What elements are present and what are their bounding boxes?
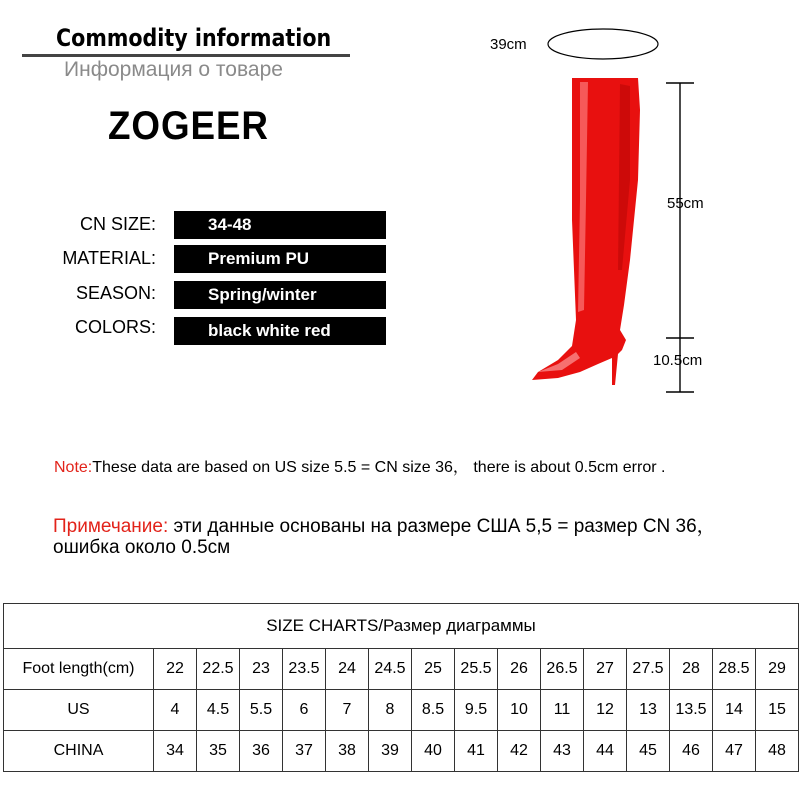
table-cell: 24 (326, 649, 369, 690)
table-cell: 8 (369, 690, 412, 731)
note-ru-text: эти данные основаны на размере США 5,5 = размер CN 36， ошибка около 0.5см (53, 516, 716, 558)
table-cell: 37 (283, 731, 326, 772)
spec-label-size: CN SIZE: (79, 214, 156, 234)
table-cell: 25.5 (455, 649, 498, 690)
table-cell: 48 (756, 731, 799, 772)
table-row (4, 731, 799, 772)
table-cell: 43 (541, 731, 584, 772)
table-cell: 28 (670, 649, 713, 690)
table-cell: 22 (154, 649, 197, 690)
note-text: These data are based on US size 5.5 = CN size 36， there is about 0.5cm error . (92, 459, 666, 476)
table-cell: 46 (670, 731, 713, 772)
table-cell: 15 (756, 690, 799, 731)
table-cell: 6 (283, 690, 326, 731)
table-cell: 13 (627, 690, 670, 731)
table-cell: 27 (584, 649, 627, 690)
brand-name: ZOGEER (108, 104, 269, 148)
note-russian (53, 516, 753, 558)
spec-value-material: Premium PU (174, 245, 386, 273)
table-cell: 29 (756, 649, 799, 690)
table-cell: 12 (584, 690, 627, 731)
table-cell: 25 (412, 649, 455, 690)
row-header: Foot length(cm) (4, 649, 154, 690)
shaft-height-label: 55cm (667, 195, 704, 212)
spec-value-size: 34-48 (174, 211, 386, 239)
table-cell: 40 (412, 731, 455, 772)
table-row (4, 649, 799, 690)
table-cell: 14 (713, 690, 756, 731)
title-underline (22, 54, 350, 57)
note-english (54, 454, 665, 477)
table-cell: 26 (498, 649, 541, 690)
table-cell: 23 (240, 649, 283, 690)
table-cell: 24.5 (369, 649, 412, 690)
boot-icon (532, 78, 640, 385)
size-chart-table (3, 603, 799, 772)
table-cell: 47 (713, 731, 756, 772)
size-chart-title: SIZE CHARTS/Размер диаграммы (4, 604, 799, 649)
section-title: Commodity information (56, 24, 332, 52)
table-cell: 22.5 (197, 649, 240, 690)
table-cell: 13.5 (670, 690, 713, 731)
table-cell: 36 (240, 731, 283, 772)
table-cell: 45 (627, 731, 670, 772)
table-cell: 27.5 (627, 649, 670, 690)
table-cell: 4 (154, 690, 197, 731)
note-ru-prefix: Примечание: (53, 516, 169, 537)
table-cell: 41 (455, 731, 498, 772)
table-cell: 44 (584, 731, 627, 772)
circumference-label: 39cm (490, 36, 527, 53)
spec-label-colors: COLORS: (74, 317, 156, 337)
table-cell: 28.5 (713, 649, 756, 690)
spec-label-material: MATERIAL: (62, 248, 156, 268)
table-cell: 42 (498, 731, 541, 772)
table-cell: 5.5 (240, 690, 283, 731)
table-cell: 8.5 (412, 690, 455, 731)
row-header: CHINA (4, 731, 154, 772)
table-cell: 4.5 (197, 690, 240, 731)
table-cell: 35 (197, 731, 240, 772)
heel-height-label: 10.5cm (653, 352, 703, 369)
row-header: US (4, 690, 154, 731)
table-cell: 34 (154, 731, 197, 772)
table-cell: 26.5 (541, 649, 584, 690)
spec-value-season: Spring/winter (174, 281, 386, 309)
table-cell: 9.5 (455, 690, 498, 731)
spec-value-colors: black white red (174, 317, 386, 345)
table-row (4, 690, 799, 731)
table-cell: 23.5 (283, 649, 326, 690)
note-prefix: Note: (54, 459, 93, 476)
spec-label-season: SEASON: (75, 283, 156, 303)
table-cell: 7 (326, 690, 369, 731)
section-subtitle: Информация о товаре (64, 58, 283, 81)
circumference-ellipse (548, 29, 658, 59)
table-cell: 39 (369, 731, 412, 772)
table-cell: 10 (498, 690, 541, 731)
table-cell: 11 (541, 690, 584, 731)
table-cell: 38 (326, 731, 369, 772)
